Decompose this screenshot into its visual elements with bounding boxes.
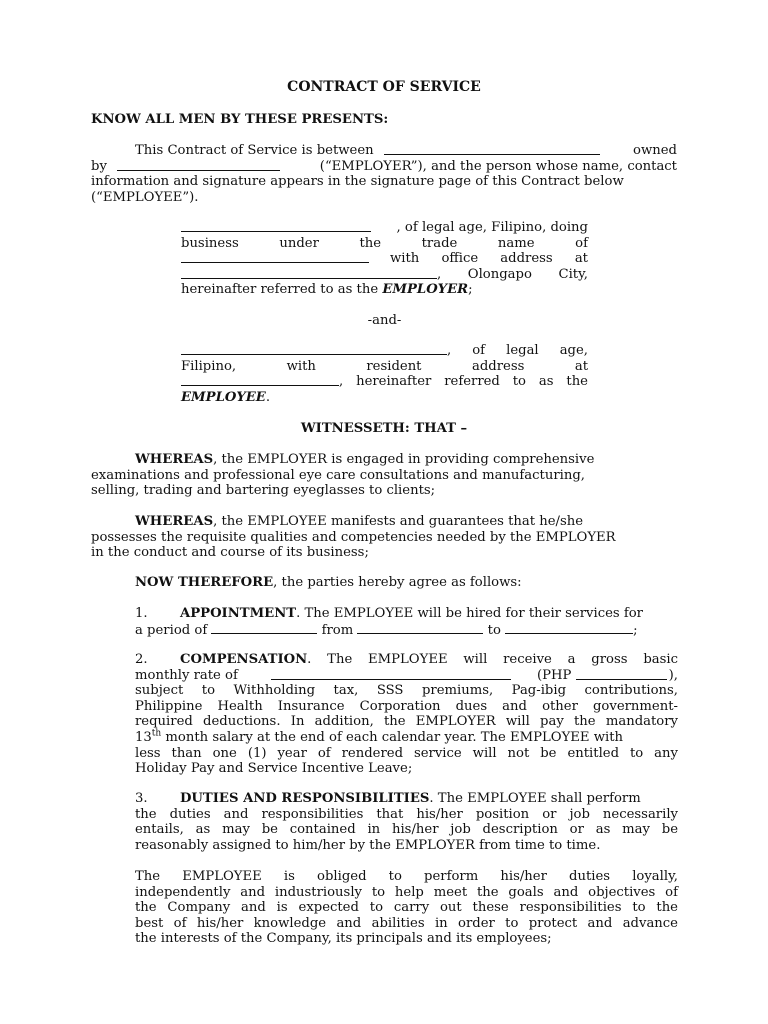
item-3-para2-line-5: the interests of the Company, its principals and its employees; <box>135 931 552 947</box>
item-1-heading: APPOINTMENT <box>180 606 297 621</box>
employer-line-5a: hereinafter referred to as the <box>181 282 379 298</box>
employee-line-2: Filipino, with resident address at <box>181 358 588 374</box>
employer-line-2: business under the trade name of <box>181 235 588 251</box>
item-1-number: 1. <box>135 606 148 621</box>
blank-employer-legal-name <box>181 220 371 232</box>
whereas-1-paragraph <box>91 452 677 499</box>
item-3-para2-line-2: independently and industriously to help meet the goals and objectives of <box>135 884 678 900</box>
item-2-line-8: Holiday Pay and Service Incentive Leave; <box>135 761 413 777</box>
intro-line-4: (“EMPLOYEE”). <box>91 189 199 205</box>
employer-line-3: with office address at <box>390 251 588 267</box>
now-therefore-paragraph <box>135 575 522 591</box>
item-2-superscript: th <box>151 728 162 739</box>
whereas-2-line-3: in the conduct and course of its business; <box>91 545 369 561</box>
now-therefore-rest: , the parties hereby agree as follows: <box>273 575 522 590</box>
whereas-1-line-1: , the EMPLOYER is engaged in providing comprehensive <box>213 452 595 467</box>
whereas-2-line-2: possesses the requisite qualities and competencies needed by the EMPLOYER <box>91 529 616 545</box>
item-2-line-6b: month salary at the end of each calendar year. The EMPLOYEE with <box>161 729 624 745</box>
item-3-line-3: entails, as may be contained in his/her job description or as may be <box>135 822 678 838</box>
intro-line-3: information and signature appears in the signature page of this Contract below <box>91 174 624 190</box>
intro-line-2b: (“EMPLOYER”), and the person whose name, contact <box>319 158 677 174</box>
item-2-php-label: (PHP <box>537 667 572 683</box>
item-1-from-label: from <box>321 622 354 638</box>
item-3-duties <box>135 791 678 853</box>
intro-paragraph <box>91 143 677 205</box>
item-1-period-label: a period of <box>135 622 208 638</box>
item-2-php-close: ), <box>668 667 678 683</box>
employer-line-4: , Olongapo City, <box>437 266 588 282</box>
item-2-number: 2. <box>135 652 148 667</box>
item-1-line-1: . The EMPLOYEE will be hired for their services for <box>296 606 643 621</box>
employer-line-5c: ; <box>468 282 473 298</box>
whereas-2-paragraph <box>91 514 677 561</box>
whereas-2-line-1: , the EMPLOYEE manifests and guarantees that he/she <box>213 514 584 529</box>
whereas-1-bold: WHEREAS <box>135 452 214 467</box>
blank-trade-name <box>181 251 369 263</box>
blank-period <box>211 622 317 634</box>
item-1-to-label: to <box>487 622 501 638</box>
blank-start-date <box>357 622 483 634</box>
intro-line-1b: owned <box>633 143 677 158</box>
whereas-1-line-3: selling, trading and bartering eyeglasses to clients; <box>91 483 436 499</box>
blank-employer-name <box>384 143 600 155</box>
blank-monthly-rate-php <box>576 668 667 680</box>
item-3-para2-line-1: The EMPLOYEE is obliged to perform his/her duties loyally, <box>135 869 678 884</box>
item-1-appointment <box>135 606 678 638</box>
blank-employee-name <box>181 343 447 355</box>
item-3-heading: DUTIES AND RESPONSIBILITIES <box>180 791 430 806</box>
item-2-line-3: subject to Withholding tax, SSS premiums, Pag-ibig contributions, <box>135 683 678 699</box>
blank-employee-address <box>181 374 339 386</box>
and-separator: -and- <box>367 313 402 328</box>
item-3-line-2: the duties and responsibilities that his/her position or job necessarily <box>135 806 678 822</box>
intro-line-1a: This Contract of Service is between <box>135 143 374 158</box>
contract-title: CONTRACT OF SERVICE <box>287 79 481 95</box>
item-3-line-4: reasonably assigned to him/her by the EMPLOYER from time to time. <box>135 837 601 853</box>
item-2-compensation <box>135 652 678 777</box>
item-2-line-7: less than one (1) year of rendered service will not be entitled to any <box>135 745 678 761</box>
employer-line-1: , of legal age, Filipino, doing <box>396 220 588 235</box>
item-3-para2-line-4: best of his/her knowledge and abilities in order to protect and advance <box>135 915 678 931</box>
item-2-line-5: required deductions. In addition, the EMPLOYER will pay the mandatory <box>135 714 678 730</box>
employee-line-4b: . <box>265 389 271 405</box>
blank-end-date <box>505 622 633 634</box>
item-2-heading: COMPENSATION <box>180 652 308 667</box>
employer-block <box>181 220 588 298</box>
item-3-line-1: . The EMPLOYEE shall perform <box>429 791 641 806</box>
blank-office-address <box>181 267 437 279</box>
item-3-para2-line-3: the Company and is expected to carry out these responsibilities to the <box>135 900 678 916</box>
item-2-line-6a: 13 <box>135 729 152 745</box>
item-2-line-4: Philippine Health Insurance Corporation dues and other government- <box>135 698 678 714</box>
item-1-end-punct: ; <box>633 622 638 638</box>
know-all-heading: KNOW ALL MEN BY THESE PRESENTS: <box>91 112 389 127</box>
item-2-line-1: . The EMPLOYEE will receive a gross basic <box>307 652 678 667</box>
employee-line-3: , hereinafter referred to as the <box>339 374 588 390</box>
witnesseth-heading: WITNESSETH: THAT – <box>300 421 468 436</box>
item-3-paragraph-2 <box>135 869 678 947</box>
item-3-number: 3. <box>135 791 148 806</box>
blank-monthly-rate-words <box>271 668 511 680</box>
now-therefore-bold: NOW THEREFORE <box>135 575 274 590</box>
employee-line-1: , of legal age, <box>447 343 588 358</box>
whereas-2-bold: WHEREAS <box>135 514 214 529</box>
employee-term: EMPLOYEE <box>181 389 266 405</box>
employee-block <box>181 343 588 405</box>
employer-term: EMPLOYER <box>382 282 469 298</box>
intro-line-2a: by <box>91 158 107 174</box>
whereas-1-line-2: examinations and professional eye care consultations and manufacturing, <box>91 467 585 483</box>
item-2-monthly-label: monthly rate of <box>135 667 238 683</box>
blank-owner <box>117 159 280 171</box>
